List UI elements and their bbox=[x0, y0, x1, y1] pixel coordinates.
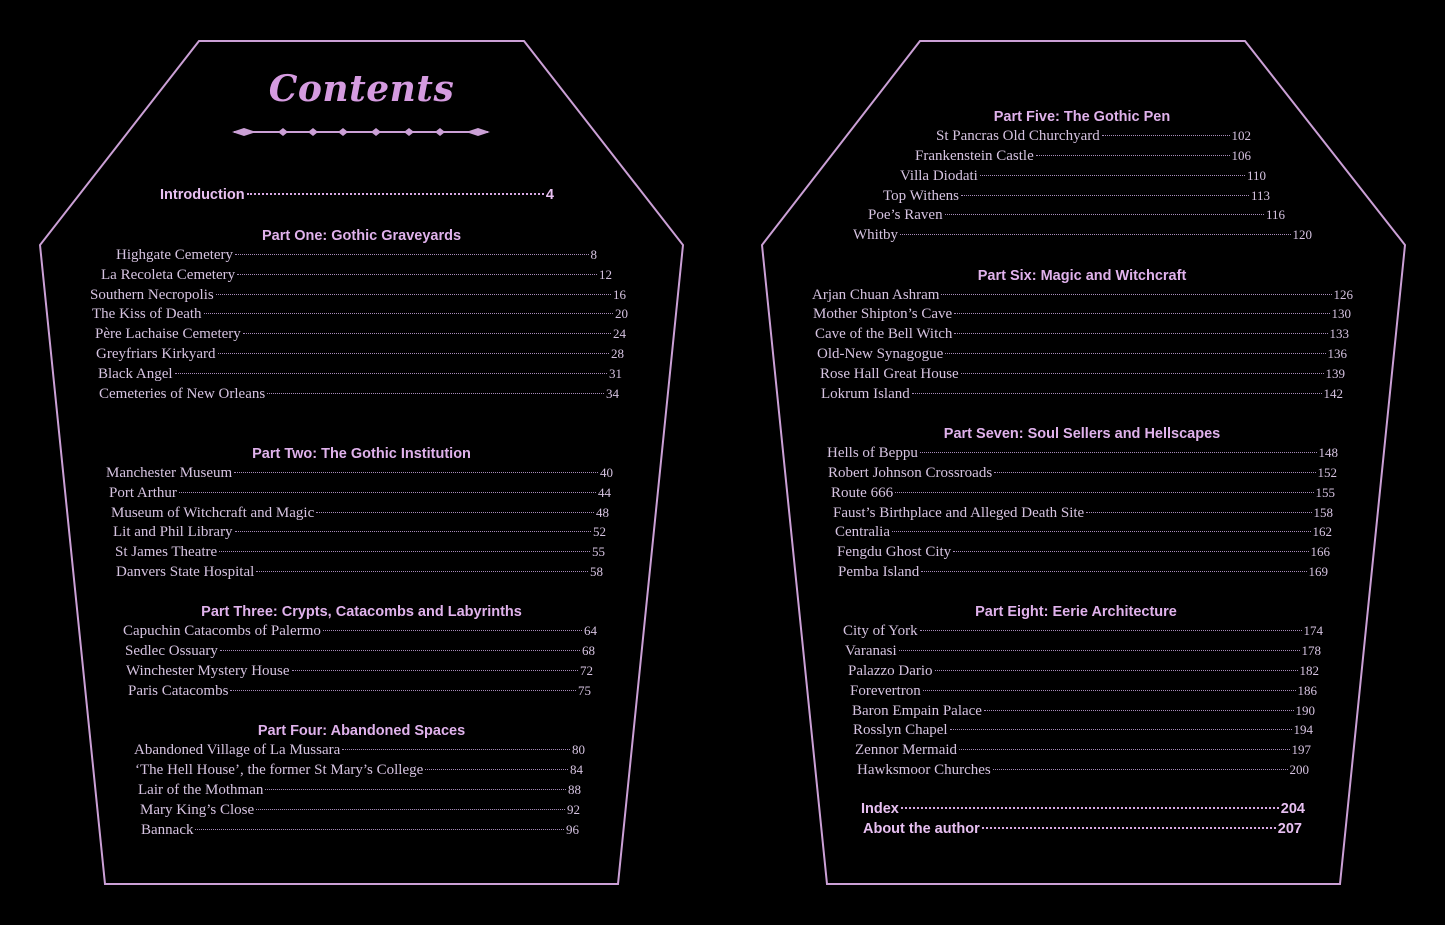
toc-entry[interactable] bbox=[821, 386, 1343, 405]
dot-leader bbox=[953, 551, 1308, 552]
dot-leader bbox=[216, 294, 611, 295]
entry-page: 4 bbox=[545, 187, 554, 203]
toc-index[interactable] bbox=[861, 801, 1305, 820]
entry-page: 106 bbox=[1231, 148, 1251, 163]
toc-entry[interactable] bbox=[115, 544, 605, 563]
dot-leader bbox=[425, 769, 568, 770]
dot-leader bbox=[920, 630, 1302, 631]
toc-entry[interactable] bbox=[141, 822, 579, 841]
entry-page: 110 bbox=[1246, 168, 1266, 183]
toc-entry[interactable] bbox=[855, 742, 1311, 761]
dot-leader bbox=[950, 729, 1292, 730]
entry-page: 142 bbox=[1323, 386, 1343, 401]
entry-page: 204 bbox=[1280, 801, 1305, 817]
dot-leader bbox=[235, 254, 588, 255]
entry-label: Whitby bbox=[853, 227, 898, 243]
dot-leader bbox=[323, 630, 582, 631]
entry-page: 174 bbox=[1303, 623, 1323, 638]
entry-label: Rose Hall Great House bbox=[820, 366, 959, 382]
entry-page: 75 bbox=[578, 683, 591, 698]
dot-leader bbox=[892, 531, 1311, 532]
entry-page: 136 bbox=[1327, 346, 1347, 361]
dot-leader bbox=[923, 690, 1296, 691]
toc-entry[interactable] bbox=[845, 643, 1321, 662]
entry-page: 58 bbox=[590, 564, 603, 579]
dot-leader bbox=[235, 531, 591, 532]
section-heading: Part One: Gothic Graveyards bbox=[261, 228, 462, 244]
entry-page: 48 bbox=[596, 505, 609, 520]
entry-page: 96 bbox=[566, 822, 579, 837]
entry-label: Introduction bbox=[160, 187, 245, 203]
entry-label: Arjan Chuan Ashram bbox=[812, 287, 940, 303]
toc-entry[interactable] bbox=[828, 465, 1337, 484]
toc-entry[interactable] bbox=[128, 683, 591, 702]
entry-label: Père Lachaise Cemetery bbox=[95, 326, 241, 342]
entry-label: Paris Catacombs bbox=[128, 683, 229, 699]
dot-leader bbox=[961, 195, 1249, 196]
dot-leader bbox=[961, 373, 1324, 374]
dot-leader bbox=[1102, 135, 1230, 136]
section-heading: Part Eight: Eerie Architecture bbox=[975, 604, 1177, 620]
dot-leader bbox=[342, 749, 570, 750]
dot-leader bbox=[945, 214, 1264, 215]
toc-entry[interactable] bbox=[98, 366, 622, 385]
toc-entry[interactable] bbox=[138, 782, 581, 801]
entry-page: 55 bbox=[592, 544, 605, 559]
entry-page: 162 bbox=[1312, 524, 1332, 539]
entry-label: Port Arthur bbox=[109, 485, 177, 501]
entry-page: 84 bbox=[570, 762, 583, 777]
toc-entry[interactable] bbox=[125, 643, 595, 662]
toc-entry[interactable] bbox=[915, 148, 1251, 167]
entry-label: Southern Necropolis bbox=[90, 287, 214, 303]
toc-entry[interactable] bbox=[835, 524, 1332, 543]
entry-page: 148 bbox=[1318, 445, 1338, 460]
dot-leader bbox=[920, 452, 1317, 453]
dot-leader bbox=[292, 670, 578, 671]
entry-label: Lit and Phil Library bbox=[113, 524, 233, 540]
toc-entry[interactable] bbox=[113, 524, 606, 543]
toc-entry[interactable] bbox=[123, 623, 597, 642]
dot-leader bbox=[218, 353, 609, 354]
entry-page: 130 bbox=[1331, 306, 1351, 321]
toc-entry[interactable] bbox=[812, 287, 1353, 306]
toc-entry[interactable] bbox=[838, 564, 1328, 583]
dot-leader bbox=[179, 492, 596, 493]
dot-leader bbox=[935, 670, 1298, 671]
entry-label: Museum of Witchcraft and Magic bbox=[111, 505, 315, 521]
entry-page: 8 bbox=[590, 247, 597, 262]
toc-entry[interactable] bbox=[883, 188, 1270, 207]
entry-label: Cave of the Bell Witch bbox=[815, 326, 953, 342]
entry-label: Hells of Beppu bbox=[827, 445, 918, 461]
section-heading: Part Four: Abandoned Spaces bbox=[257, 723, 466, 739]
entry-label: Cemeteries of New Orleans bbox=[99, 386, 266, 402]
entry-label: City of York bbox=[843, 623, 918, 639]
entry-page: 166 bbox=[1310, 544, 1330, 559]
entry-label: Hawksmoor Churches bbox=[857, 762, 991, 778]
entry-label: Poe’s Raven bbox=[868, 207, 943, 223]
entry-page: 200 bbox=[1289, 762, 1309, 777]
entry-page: 34 bbox=[606, 386, 619, 401]
toc-entry[interactable] bbox=[853, 722, 1313, 741]
dot-leader bbox=[256, 809, 565, 810]
dot-leader bbox=[230, 690, 576, 691]
toc-entry[interactable] bbox=[99, 386, 619, 405]
entry-label: Manchester Museum bbox=[106, 465, 233, 481]
toc-entry[interactable] bbox=[853, 227, 1312, 246]
entry-page: 194 bbox=[1293, 722, 1313, 737]
entry-label: Robert Johnson Crossroads bbox=[828, 465, 993, 481]
entry-page: 44 bbox=[598, 485, 611, 500]
entry-label: Top Withens bbox=[883, 188, 959, 204]
dot-leader bbox=[895, 492, 1313, 493]
entry-label: Mother Shipton’s Cave bbox=[813, 306, 953, 322]
entry-page: 158 bbox=[1313, 505, 1333, 520]
toc-entry[interactable] bbox=[843, 623, 1323, 642]
entry-label: Greyfriars Kirkyard bbox=[96, 346, 216, 362]
toc-entry[interactable] bbox=[126, 663, 593, 682]
entry-page: 16 bbox=[613, 287, 626, 302]
dot-leader bbox=[237, 274, 597, 275]
entry-label: Centralia bbox=[835, 524, 890, 540]
entry-label: Old-New Synagogue bbox=[817, 346, 944, 362]
entry-label: Black Angel bbox=[98, 366, 173, 382]
entry-page: 133 bbox=[1329, 326, 1349, 341]
dot-leader bbox=[256, 571, 588, 572]
entry-label: Zennor Mermaid bbox=[855, 742, 958, 758]
entry-page: 197 bbox=[1291, 742, 1311, 757]
entry-label: Palazzo Dario bbox=[848, 663, 933, 679]
dot-leader bbox=[1086, 512, 1311, 513]
dot-leader bbox=[954, 333, 1327, 334]
dot-leader bbox=[954, 313, 1329, 314]
dot-leader bbox=[267, 393, 604, 394]
entry-label: Baron Empain Palace bbox=[852, 703, 982, 719]
contents-page-right bbox=[722, 0, 1445, 925]
toc-entry[interactable] bbox=[837, 544, 1330, 563]
entry-page: 40 bbox=[600, 465, 613, 480]
entry-label: Abandoned Village of La Mussara bbox=[134, 742, 341, 758]
section-heading: Part Two: The Gothic Institution bbox=[252, 446, 471, 462]
dot-leader bbox=[316, 512, 594, 513]
entry-page: 52 bbox=[593, 524, 606, 539]
dot-leader bbox=[247, 193, 544, 195]
toc-entry[interactable] bbox=[92, 306, 628, 325]
toc-entry[interactable] bbox=[90, 287, 626, 306]
entry-page: 28 bbox=[611, 346, 624, 361]
entry-page: 178 bbox=[1301, 643, 1321, 658]
toc-entry[interactable] bbox=[820, 366, 1345, 385]
entry-page: 72 bbox=[580, 663, 593, 678]
entry-page: 80 bbox=[572, 742, 585, 757]
toc-entry[interactable] bbox=[848, 663, 1319, 682]
toc-entry[interactable] bbox=[815, 326, 1349, 345]
entry-label: Highgate Cemetery bbox=[116, 247, 234, 263]
entry-page: 12 bbox=[599, 267, 612, 282]
entry-page: 113 bbox=[1250, 188, 1270, 203]
entry-label: Bannack bbox=[141, 822, 194, 838]
entry-page: 64 bbox=[584, 623, 597, 638]
entry-label: Mary King’s Close bbox=[140, 802, 255, 818]
section-heading: Part Five: The Gothic Pen bbox=[993, 109, 1171, 125]
toc-entry[interactable] bbox=[900, 168, 1266, 187]
dot-leader bbox=[993, 769, 1288, 770]
toc-entry[interactable] bbox=[140, 802, 580, 821]
entry-label: Danvers State Hospital bbox=[116, 564, 255, 580]
entry-page: 139 bbox=[1325, 366, 1345, 381]
toc-introduction[interactable] bbox=[160, 187, 554, 206]
toc-entry[interactable] bbox=[857, 762, 1309, 781]
ornamental-divider bbox=[230, 125, 492, 139]
entry-label: Capuchin Catacombs of Palermo bbox=[123, 623, 321, 639]
entry-label: Index bbox=[861, 801, 899, 817]
entry-label: ‘The Hell House’, the former St Mary’s College bbox=[135, 762, 424, 778]
entry-label: Villa Diodati bbox=[900, 168, 978, 184]
entry-page: 24 bbox=[613, 326, 626, 341]
entry-label: Pemba Island bbox=[838, 564, 920, 580]
toc-entry[interactable] bbox=[101, 267, 612, 286]
entry-label: Faust’s Birthplace and Alleged Death Site bbox=[833, 505, 1085, 521]
entry-page: 102 bbox=[1231, 128, 1251, 143]
toc-entry[interactable] bbox=[116, 564, 603, 583]
entry-page: 155 bbox=[1315, 485, 1335, 500]
section-heading: Part Seven: Soul Sellers and Hellscapes bbox=[943, 426, 1221, 442]
dot-leader bbox=[195, 829, 564, 830]
page-title: Contents bbox=[268, 68, 455, 110]
entry-label: About the author bbox=[863, 821, 980, 837]
entry-label: Lokrum Island bbox=[821, 386, 910, 402]
entry-label: Frankenstein Castle bbox=[915, 148, 1034, 164]
dot-leader bbox=[945, 353, 1325, 354]
toc-entry[interactable] bbox=[96, 346, 624, 365]
entry-page: 31 bbox=[609, 366, 622, 381]
dot-leader bbox=[175, 373, 607, 374]
toc-entry[interactable] bbox=[813, 306, 1351, 325]
entry-label: La Recoleta Cemetery bbox=[101, 267, 236, 283]
toc-entry[interactable] bbox=[95, 326, 626, 345]
dot-leader bbox=[265, 789, 566, 790]
dot-leader bbox=[243, 333, 611, 334]
dot-leader bbox=[982, 827, 1276, 829]
toc-entry[interactable] bbox=[852, 703, 1315, 722]
entry-label: St James Theatre bbox=[115, 544, 218, 560]
entry-page: 68 bbox=[582, 643, 595, 658]
toc-entry[interactable] bbox=[135, 762, 583, 781]
dot-leader bbox=[994, 472, 1315, 473]
toc-entry[interactable] bbox=[111, 505, 609, 524]
toc-about-author[interactable] bbox=[863, 821, 1302, 840]
entry-label: Lair of the Mothman bbox=[138, 782, 264, 798]
dot-leader bbox=[219, 551, 590, 552]
entry-label: Fengdu Ghost City bbox=[837, 544, 952, 560]
entry-label: Sedlec Ossuary bbox=[125, 643, 218, 659]
entry-page: 120 bbox=[1292, 227, 1312, 242]
dot-leader bbox=[899, 650, 1300, 651]
toc-entry[interactable] bbox=[817, 346, 1347, 365]
dot-leader bbox=[959, 749, 1289, 750]
entry-page: 169 bbox=[1308, 564, 1328, 579]
dot-leader bbox=[912, 393, 1322, 394]
toc-entry[interactable] bbox=[850, 683, 1317, 702]
entry-label: The Kiss of Death bbox=[92, 306, 202, 322]
section-heading: Part Six: Magic and Witchcraft bbox=[977, 268, 1187, 284]
entry-page: 126 bbox=[1333, 287, 1353, 302]
dot-leader bbox=[941, 294, 1331, 295]
toc-entry[interactable] bbox=[109, 485, 611, 504]
entry-page: 186 bbox=[1297, 683, 1317, 698]
toc-entry[interactable] bbox=[116, 247, 597, 266]
toc-entry[interactable] bbox=[936, 128, 1251, 147]
dot-leader bbox=[204, 313, 613, 314]
entry-page: 88 bbox=[568, 782, 581, 797]
entry-label: Route 666 bbox=[831, 485, 894, 501]
toc-entry[interactable] bbox=[106, 465, 613, 484]
dot-leader bbox=[901, 807, 1279, 809]
entry-label: Forevertron bbox=[850, 683, 921, 699]
entry-label: St Pancras Old Churchyard bbox=[936, 128, 1100, 144]
dot-leader bbox=[980, 175, 1245, 176]
entry-page: 92 bbox=[567, 802, 580, 817]
entry-label: Winchester Mystery House bbox=[126, 663, 290, 679]
dot-leader bbox=[234, 472, 598, 473]
entry-page: 20 bbox=[615, 306, 628, 321]
dot-leader bbox=[984, 710, 1294, 711]
entry-page: 207 bbox=[1277, 821, 1302, 837]
dot-leader bbox=[921, 571, 1306, 572]
entry-page: 152 bbox=[1317, 465, 1337, 480]
toc-entry[interactable] bbox=[831, 485, 1335, 504]
toc-entry[interactable] bbox=[827, 445, 1338, 464]
entry-page: 116 bbox=[1265, 207, 1285, 222]
section-heading: Part Three: Crypts, Catacombs and Labyrinths bbox=[201, 604, 522, 620]
entry-label: Rosslyn Chapel bbox=[853, 722, 948, 738]
entry-page: 182 bbox=[1299, 663, 1319, 678]
dot-leader bbox=[1036, 155, 1230, 156]
toc-entry[interactable] bbox=[833, 505, 1333, 524]
toc-entry[interactable] bbox=[868, 207, 1285, 226]
dot-leader bbox=[900, 234, 1291, 235]
dot-leader bbox=[220, 650, 580, 651]
toc-entry[interactable] bbox=[134, 742, 585, 761]
entry-label: Varanasi bbox=[845, 643, 897, 659]
entry-page: 190 bbox=[1295, 703, 1315, 718]
